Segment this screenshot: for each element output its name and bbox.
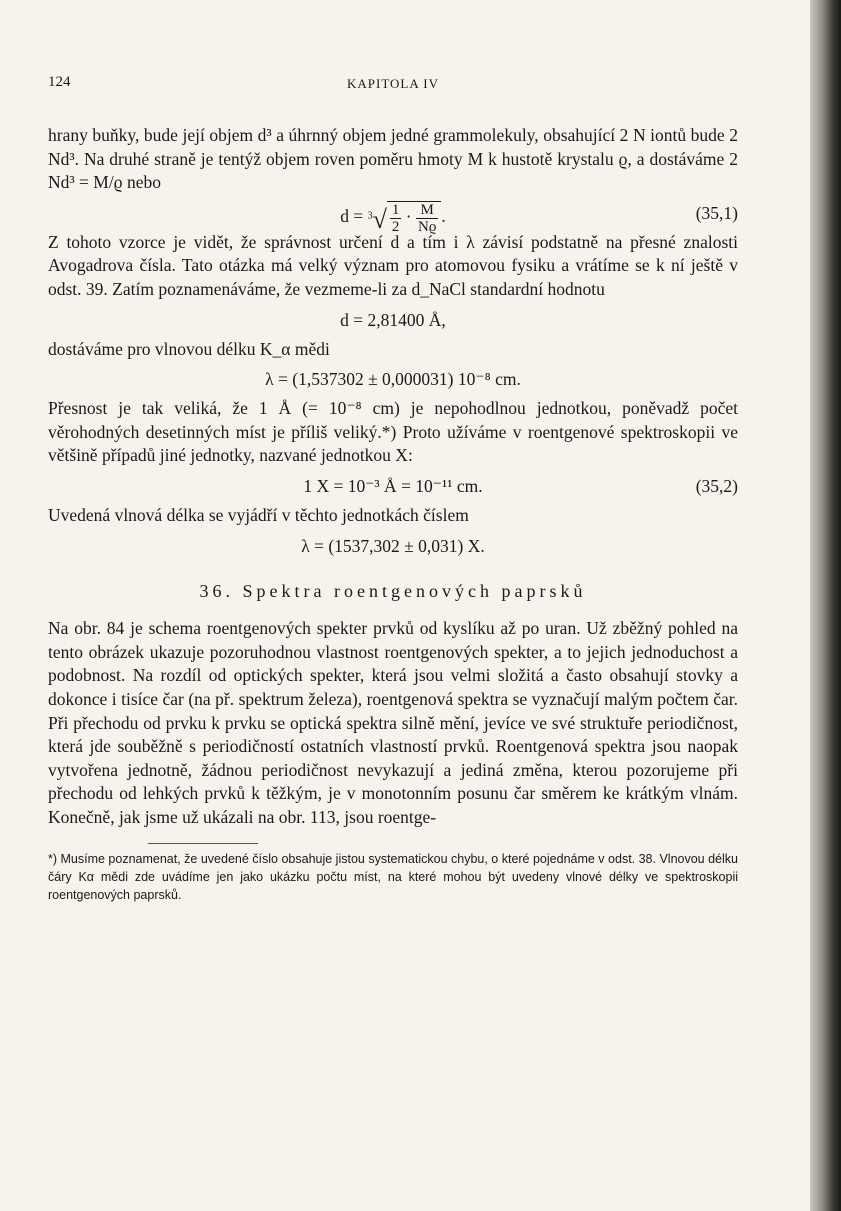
paragraph-1: hrany buňky, bude její objem d³ a úhrnný objem jedné grammolekuly, obsahující 2 N iontů bude 2 Nd³. Na druhé straně je tentýž objem roven poměru hmoty M k hustotě krystalu ϱ, a dostáváme 2 Nd³ = M/ϱ nebo bbox=[48, 125, 738, 193]
footnote-divider bbox=[148, 843, 258, 844]
formula-35-1 bbox=[48, 201, 738, 235]
paragraph-6: Na obr. 84 je schema roentgenových spekter prvků od kyslíku až po uran. Už zběžný pohled na tento obrázek ukazuje pozoruhodnou vlastnost roentgenových spekter, a to jejich jednoduchost a podobnost. Na rozdíl od optických spekter, která jsou velmi složitá a často obsahují stovky a dokonce i tisíce čar (na př. spektrum železa), roentgenová spektra se vyznačují malým počtem čar. Při přechodu od prvku k prvku se optická spektra silně mění, jevíce ve své struktuře periodičnost, která jde souběžně s periodičností ostatních vlastností prvků. Roentgenová spektra jsou naopak vytvořena jednotně, žádnou periodičnost nevykazují a jediná změna, kterou pozorujeme při přechodu od lehkých prvků k těžkým, je v monotonním posunu čar směrem ke krátkým vlnám. Konečně, jak jsme už ukázali na obr. 113, jsou roentge- bbox=[48, 618, 738, 827]
page-number: 124 bbox=[48, 74, 71, 90]
chapter-heading: KAPITOLA IV bbox=[346, 76, 439, 91]
paragraph-2: Z tohoto vzorce je vidět, že správnost určení d a tím i λ závisí podstatně na přesné znalosti Avogadrova čísla. Tato otázka má velký význam pro atomovou fysiku a vrátíme se k ní ještě v odst. 39. Zatím poznamenáváme, že vezmeme-li za d_NaCl standardní hodnotu bbox=[48, 231, 738, 299]
equation-number-35-2: (35,2) bbox=[695, 475, 738, 496]
numerator-1: 1 bbox=[391, 201, 400, 218]
book-spine-shadow bbox=[810, 0, 841, 1211]
numerator-2: M bbox=[416, 202, 438, 219]
section-title: 36. Spektra roentgenových paprsků bbox=[199, 580, 587, 601]
formula-lhs: d = bbox=[340, 205, 364, 226]
formula-lambda-cm: λ = (1,537302 ± 0,000031) 10⁻⁸ cm. bbox=[265, 369, 521, 390]
denominator-1: 2 bbox=[391, 218, 400, 235]
page-body bbox=[48, 124, 738, 904]
root-index: 3 bbox=[367, 209, 373, 221]
formula-35-2 bbox=[48, 474, 738, 498]
formula-end: . bbox=[441, 205, 446, 226]
paragraph-4: Přesnost je tak veliká, že 1 Å (= 10⁻⁸ cm) je nepohodlnou jednotkou, poněvadž počet věrohodných desetinných míst je příliš veliký.*) Proto užíváme v roentgenové spektroskopii ve většině případů jiné jednotky, nazvané jednotkou X: bbox=[48, 398, 738, 466]
formula-d-value: d = 2,81400 Å, bbox=[340, 309, 446, 330]
footnote: *) Musíme poznamenat, že uvedené číslo obsahuje jistou systematickou chybu, o které pojednáme v odst. 38. Vlnovou délku čáry Kα mědi zde uvádíme jen jako ukázku počtu míst, na které mohou být uvedeny vlnové délky ve spektroskopii roentgenových paprsků. bbox=[48, 852, 738, 903]
page-header bbox=[48, 74, 738, 96]
paragraph-3: dostáváme pro vlnovou délku K_α mědi bbox=[48, 338, 330, 359]
paragraph-5: Uvedená vlnová délka se vyjádří v těchto jednotkách číslem bbox=[48, 504, 469, 525]
equation-number-35-1: (35,1) bbox=[695, 202, 738, 223]
radical-sign: $^3$√ bbox=[367, 204, 387, 234]
formula-lambda-x: λ = (1537,302 ± 0,031) X. bbox=[301, 535, 485, 556]
fraction-2 bbox=[416, 202, 438, 235]
radicand bbox=[387, 201, 442, 235]
multiply-dot: · bbox=[405, 206, 412, 227]
denominator-2: Nϱ bbox=[417, 218, 437, 235]
formula-x-unit: 1 X = 10⁻³ Å = 10⁻¹¹ cm. bbox=[303, 475, 483, 496]
fraction-1 bbox=[390, 202, 402, 235]
